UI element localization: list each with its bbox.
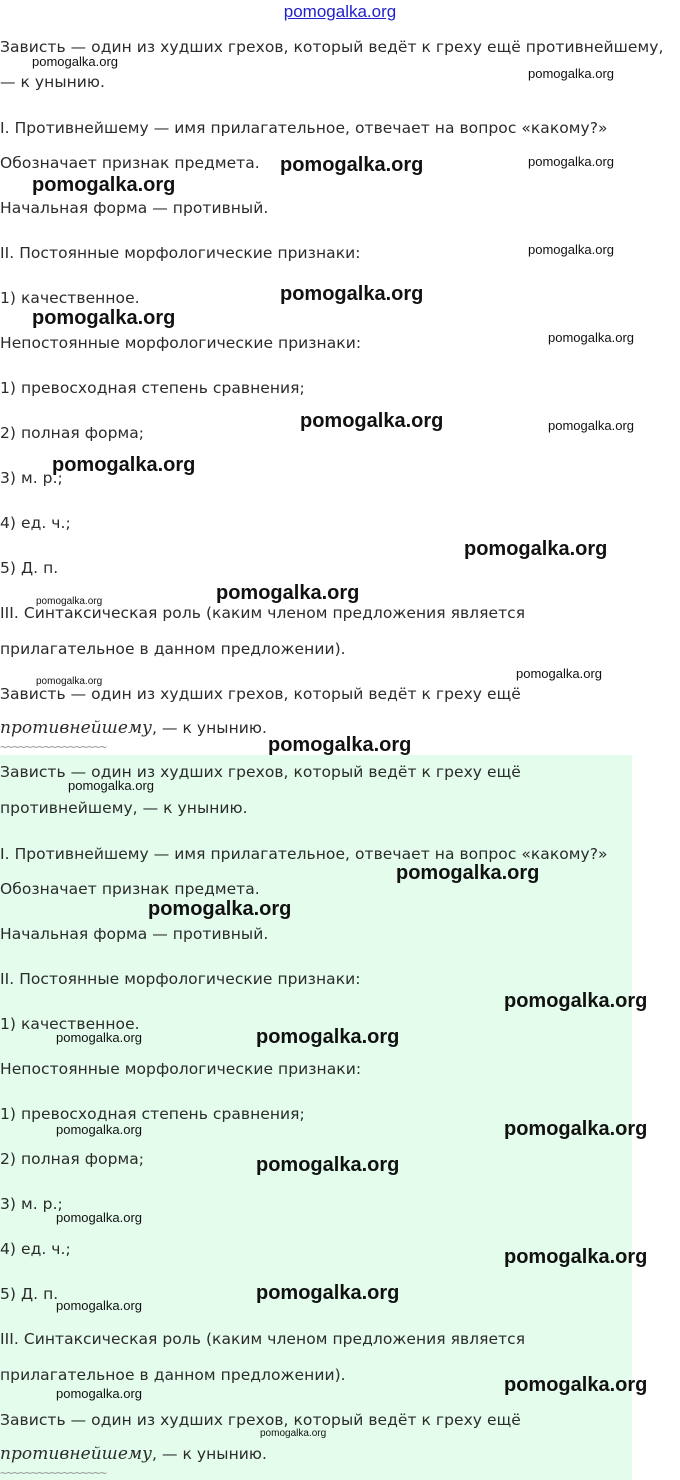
text-line: 3) м. р.; — [0, 1195, 63, 1213]
watermark: pomogalka.org — [56, 1386, 142, 1401]
text-line: Начальная форма — противный. — [0, 925, 269, 943]
text-fragment: , — к унынию. — [152, 719, 267, 737]
watermark: pomogalka.org — [32, 54, 118, 69]
watermark: pomogalka.org — [56, 1210, 142, 1225]
text-line — [0, 718, 267, 738]
text-line: 4) ед. ч.; — [0, 514, 71, 532]
watermark: pomogalka.org — [260, 1428, 327, 1439]
text-line: III. Синтаксическая роль (каким членом предложения является — [0, 1330, 526, 1348]
watermark: pomogalka.org — [280, 283, 424, 305]
text-line: II. Постоянные морфологические признаки: — [0, 970, 361, 988]
text-line: 2) полная форма; — [0, 1150, 145, 1168]
text-line: противнейшему, — к унынию. — [0, 799, 248, 817]
watermark: pomogalka.org — [516, 666, 602, 681]
watermark: pomogalka.org — [56, 1122, 142, 1137]
text-line: 2) полная форма; — [0, 424, 145, 442]
watermark: pomogalka.org — [504, 1118, 648, 1140]
text-line: Непостоянные морфологические признаки: — [0, 1060, 362, 1078]
wavy-underline: ~~~~~~~~~~~~~~~~~ — [0, 1466, 106, 1480]
watermark: pomogalka.org — [256, 1282, 400, 1304]
text-line: I. Противнейшему — имя прилагательное, отвечает на вопрос «какому?» — [0, 845, 608, 863]
watermark: pomogalka.org — [36, 596, 103, 607]
text-line: 4) ед. ч.; — [0, 1240, 71, 1258]
wavy-underline: ~~~~~~~~~~~~~~~~~ — [0, 740, 106, 754]
text-line: I. Противнейшему — имя прилагательное, отвечает на вопрос «какому?» — [0, 119, 608, 137]
watermark: pomogalka.org — [548, 418, 634, 433]
watermark: pomogalka.org — [396, 862, 540, 884]
text-line: 1) превосходная степень сравнения; — [0, 1105, 305, 1123]
text-line — [0, 1444, 267, 1464]
watermark: pomogalka.org — [68, 778, 154, 793]
watermark: pomogalka.org — [504, 990, 648, 1012]
text-line: прилагательное в данном предложении). — [0, 1366, 346, 1384]
watermark: pomogalka.org — [52, 454, 196, 476]
underlined-word: противнейшему — [0, 1444, 153, 1464]
text-line: 1) качественное. — [0, 1015, 140, 1033]
watermark: pomogalka.org — [280, 154, 424, 176]
text-line: 1) качественное. — [0, 289, 140, 307]
text-line: Обозначает признак предмета. — [0, 880, 260, 898]
watermark: pomogalka.org — [548, 330, 634, 345]
watermark: pomogalka.org — [504, 1374, 648, 1396]
site-header-link[interactable]: pomogalka.org — [283, 2, 397, 21]
text-line: 3) м. р.; — [0, 469, 63, 487]
text-line: Обозначает признак предмета. — [0, 154, 260, 172]
watermark: pomogalka.org — [528, 66, 614, 81]
watermark: pomogalka.org — [464, 538, 608, 560]
text-line: II. Постоянные морфологические признаки: — [0, 244, 361, 262]
watermark: pomogalka.org — [56, 1030, 142, 1045]
watermark: pomogalka.org — [528, 154, 614, 169]
watermark: pomogalka.org — [216, 582, 360, 604]
watermark: pomogalka.org — [256, 1026, 400, 1048]
watermark: pomogalka.org — [32, 307, 176, 329]
text-line: Начальная форма — противный. — [0, 199, 269, 217]
watermark: pomogalka.org — [504, 1246, 648, 1268]
watermark: pomogalka.org — [36, 676, 103, 687]
text-line: 5) Д. п. — [0, 1285, 59, 1303]
watermark: pomogalka.org — [56, 1298, 142, 1313]
watermark: pomogalka.org — [148, 898, 292, 920]
text-line: Зависть — один из худших грехов, который ведёт к греху ещё — [0, 763, 521, 781]
watermark: pomogalka.org — [300, 410, 444, 432]
text-line: Непостоянные морфологические признаки: — [0, 334, 362, 352]
text-line: III. Синтаксическая роль (каким членом предложения является — [0, 604, 526, 622]
text-line: 1) превосходная степень сравнения; — [0, 379, 305, 397]
text-line: Зависть — один из худших грехов, который ведёт к греху ещё — [0, 685, 521, 703]
text-line: 5) Д. п. — [0, 559, 59, 577]
watermark: pomogalka.org — [268, 734, 412, 756]
text-line: Зависть — один из худших грехов, который ведёт к греху ещё противнейшему, — [0, 38, 664, 56]
underlined-word: противнейшему — [0, 718, 153, 738]
watermark: pomogalka.org — [256, 1154, 400, 1176]
text-line: прилагательное в данном предложении). — [0, 640, 346, 658]
text-fragment: , — к унынию. — [152, 1445, 267, 1463]
text-line: — к унынию. — [0, 73, 105, 91]
watermark: pomogalka.org — [528, 242, 614, 257]
text-line: Зависть — один из худших грехов, который ведёт к греху ещё — [0, 1411, 521, 1429]
watermark: pomogalka.org — [32, 174, 176, 196]
